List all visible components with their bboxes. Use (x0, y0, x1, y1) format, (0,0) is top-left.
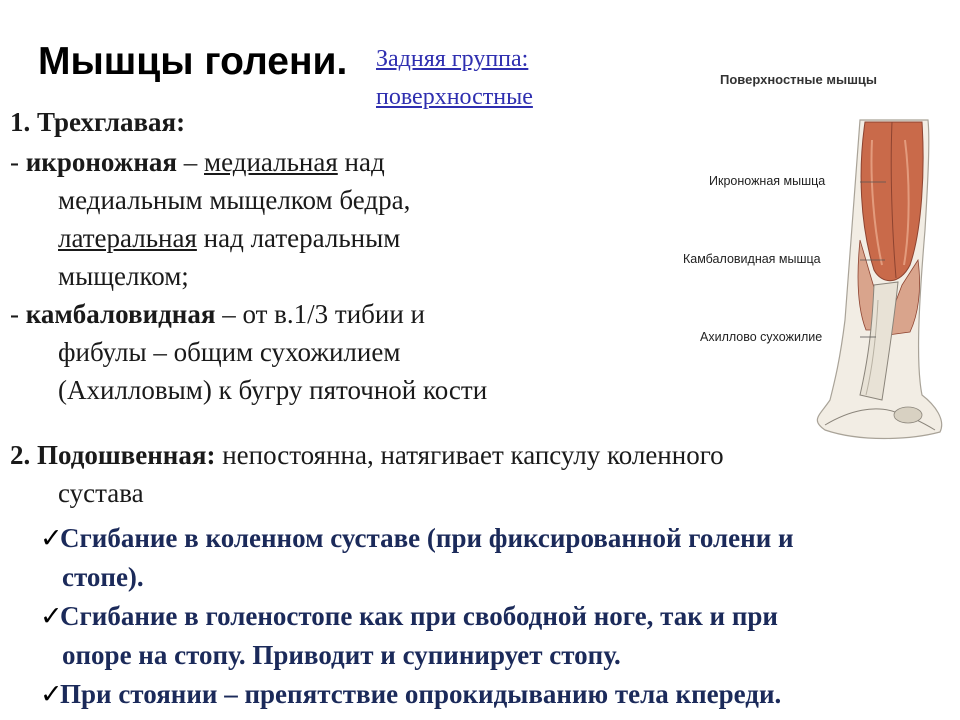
line-soleus (10, 295, 425, 333)
line-joint: сустава (58, 478, 144, 508)
slide-title: Мышцы голени. (38, 40, 348, 83)
dash: - (10, 147, 26, 177)
line-fibula: фибулы – общим сухожилием (58, 337, 401, 367)
line-part: над (337, 147, 385, 177)
check-icon: ✓ (40, 601, 63, 631)
posterior-group-link[interactable] (376, 40, 533, 116)
term-gastrocnemius: икроножная (25, 147, 178, 177)
line-part: – от в.1/3 тибии и (215, 299, 425, 329)
check-icon: ✓ (40, 523, 63, 553)
check-text: Сгибание в голеностопе как при свободной ноге, так и при (60, 601, 778, 631)
check-icon: ✓ (40, 679, 63, 709)
term-plantaris: 2. Подошвенная: (10, 440, 216, 470)
check-text: Сгибание в коленном суставе (при фиксированной голени и (60, 523, 794, 553)
check-item-3 (40, 675, 781, 713)
line-gastrocnemius (10, 143, 385, 181)
check-item-2 (40, 597, 778, 635)
term-lateral: латеральная (58, 223, 197, 253)
check-item-1 (40, 519, 794, 557)
line-medial-condyle: медиальным мыщелком бедра, (58, 185, 411, 215)
item-plantaris (10, 436, 724, 474)
check-item-2-cont: опоре на стопу. Приводит и супинирует стопу. (62, 640, 621, 670)
term-soleus: камбаловидная (25, 299, 216, 329)
item-triceps: 1. Трехглавая: (10, 107, 186, 137)
line-achilles: (Ахилловым) к бугру пяточной кости (58, 375, 488, 405)
line-lateral (58, 219, 400, 257)
line-part: непостоянна, натягивает капсулу коленного (215, 440, 724, 470)
term-medial: медиальная (204, 147, 338, 177)
line-part: – (177, 147, 205, 177)
label-soleus: Камбаловидная мышца (683, 252, 821, 266)
check-text: При стоянии – препятствие опрокидыванию тела кпереди. (60, 679, 782, 709)
dash: - (10, 299, 26, 329)
figure-title: Поверхностные мышцы (720, 72, 877, 87)
line-part: над латеральным (196, 223, 401, 253)
link-line-2: поверхностные (376, 84, 533, 110)
link-line-1: Задняя группа: (376, 46, 529, 72)
label-gastrocnemius: Икроножная мышца (709, 174, 826, 188)
label-achilles: Ахиллово сухожилие (700, 330, 823, 344)
line-condyle: мыщелком; (58, 261, 189, 291)
check-item-1-cont: стопе). (62, 562, 144, 592)
